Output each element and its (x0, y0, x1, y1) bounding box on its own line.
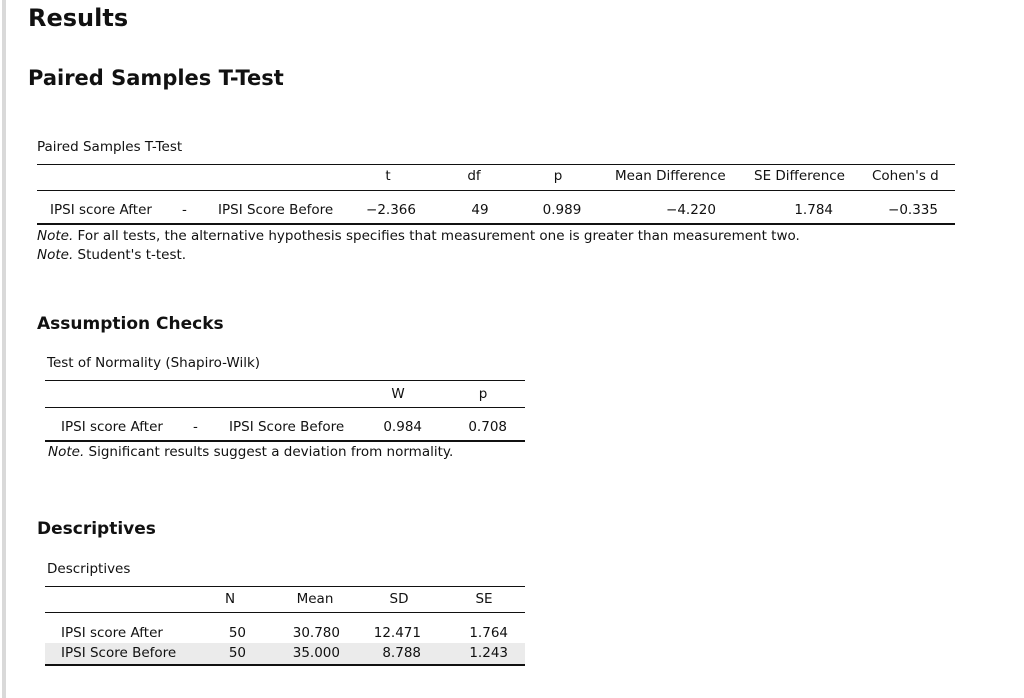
row-separator: - (182, 202, 187, 218)
normality-bottom-rule (45, 440, 525, 442)
col-header-se: SE (475, 591, 493, 607)
row-separator: - (193, 419, 198, 435)
normality-top-rule (45, 380, 525, 381)
assumption-checks-title: Assumption Checks (37, 314, 224, 334)
ttest-note-student: Note. Student's t-test. (37, 247, 187, 263)
col-header-n: N (224, 591, 236, 607)
col-header-w: W (391, 386, 405, 402)
cell-t: −2.366 (366, 202, 416, 218)
cell-se-difference: 1.784 (794, 202, 833, 218)
descriptives-header-rule (45, 612, 525, 613)
ttest-section-title: Paired Samples T-Test (28, 66, 284, 90)
ttest-table-title: Paired Samples T-Test (37, 139, 183, 155)
cell-se: 1.764 (469, 625, 508, 641)
ttest-note-alternative: Note. For all tests, the alternative hypothesis specifies that measurement one is greater than measurement two. (37, 228, 800, 244)
row-label: IPSI Score Before (61, 645, 177, 661)
cell-mean: 30.780 (292, 625, 340, 641)
results-title: Results (28, 4, 129, 32)
row-label: IPSI score After (61, 625, 163, 641)
row-measure-2: IPSI Score Before (218, 202, 334, 218)
col-header-cohens-d: Cohen's d (872, 168, 939, 184)
cell-mean-difference: −4.220 (666, 202, 716, 218)
cell-n: 50 (228, 625, 246, 641)
col-header-p: p (553, 168, 563, 184)
ttest-top-rule (37, 164, 955, 165)
cell-mean: 35.000 (292, 645, 340, 661)
col-header-mean: Mean (296, 591, 334, 607)
cell-cohens-d: −0.335 (888, 202, 938, 218)
col-header-mean-difference: Mean Difference (615, 168, 726, 184)
cell-w: 0.984 (383, 419, 422, 435)
cell-df: 49 (471, 202, 489, 218)
col-header-p: p (478, 386, 488, 402)
ttest-bottom-rule (37, 223, 955, 225)
ttest-header-rule (37, 190, 955, 191)
descriptives-bottom-rule (45, 664, 525, 666)
normality-header-rule (45, 407, 525, 408)
col-header-df: df (467, 168, 481, 184)
descriptives-table-title: Descriptives (47, 561, 131, 577)
cell-se: 1.243 (469, 645, 508, 661)
normality-table-title: Test of Normality (Shapiro-Wilk) (47, 355, 261, 371)
col-header-se-difference: SE Difference (754, 168, 845, 184)
cell-p: 0.708 (468, 419, 507, 435)
left-border (2, 0, 6, 698)
cell-sd: 12.471 (373, 625, 421, 641)
normality-note: Note. Significant results suggest a deviation from normality. (48, 444, 454, 460)
row-measure-1: IPSI score After (61, 419, 163, 435)
cell-sd: 8.788 (382, 645, 421, 661)
col-header-sd: SD (389, 591, 409, 607)
cell-n: 50 (228, 645, 246, 661)
descriptives-top-rule (45, 586, 525, 587)
cell-p: 0.989 (542, 202, 582, 218)
descriptives-section-title: Descriptives (37, 519, 156, 539)
row-measure-2: IPSI Score Before (229, 419, 345, 435)
col-header-t: t (385, 168, 391, 184)
row-measure-1: IPSI score After (50, 202, 152, 218)
